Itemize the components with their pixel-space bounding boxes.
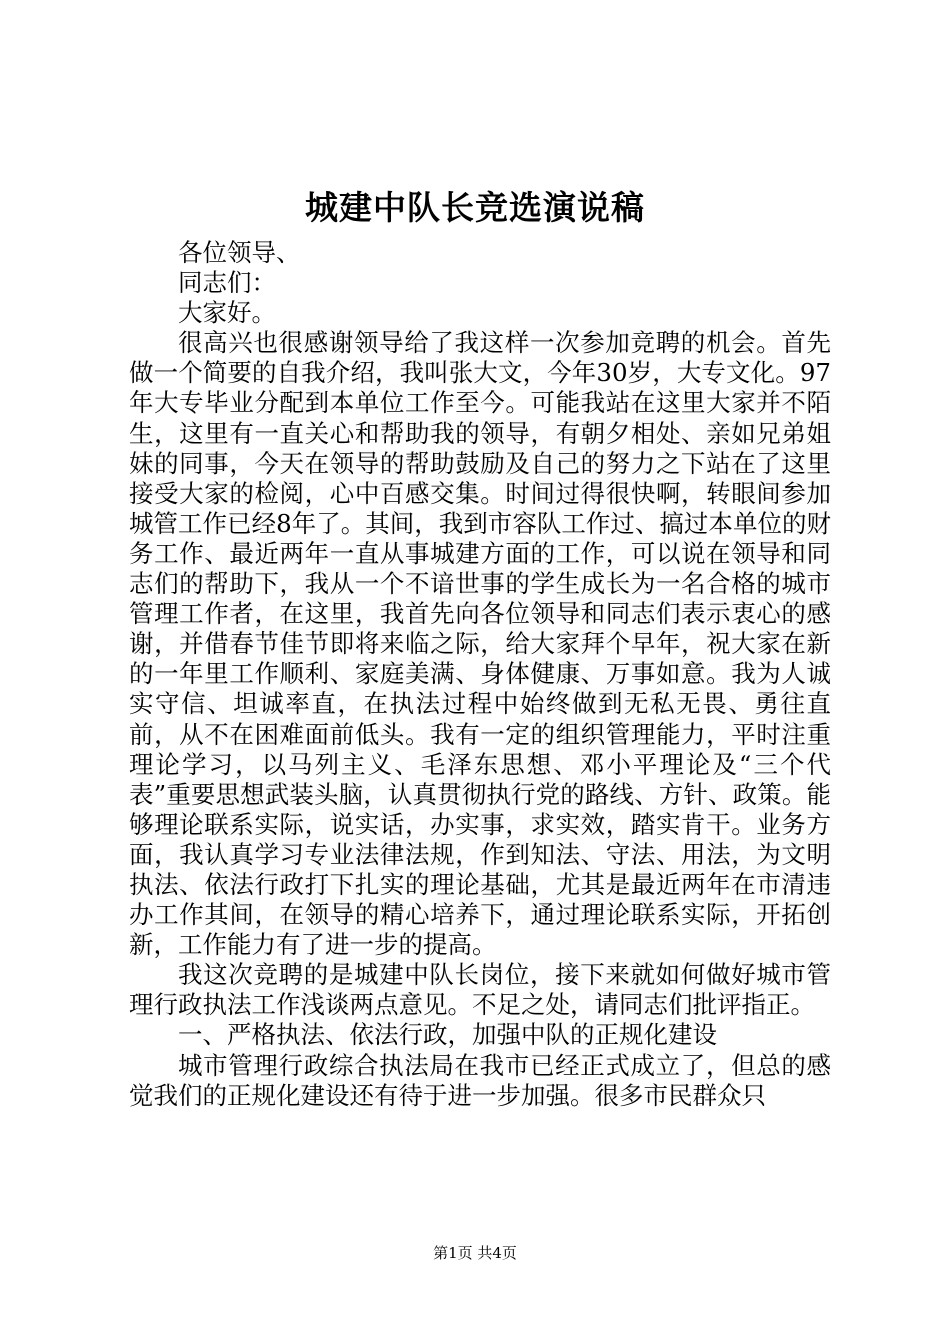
document-title: 城建中队长竞选演说稿	[305, 188, 645, 227]
section-heading-1: 一、严格执法、依法行政，加强中队的正规化建设	[178, 1020, 717, 1050]
page-footer: 第1页 共4页	[433, 1244, 517, 1262]
greeting: 大家好。	[178, 298, 276, 328]
salutation-comrades: 同志们：	[178, 268, 276, 298]
paragraph-section-1: 城市管理行政综合执法局在我市已经正式成立了，但总的感觉我们的正规化建设还有待于进一步加强。很多市民群众只	[129, 1050, 831, 1110]
paragraph-position: 我这次竞聘的是城建中队长岗位，接下来就如何做好城市管理行政执法工作浅谈两点意见。不足之处，请同志们批评指正。	[129, 960, 831, 1020]
document-body	[129, 238, 831, 1111]
salutation-leaders: 各位领导、	[178, 238, 301, 267]
paragraph-self-introduction: 很高兴也很感谢领导给了我这样一次参加竞聘的机会。首先做一个简要的自我介绍，我叫张大文，今年30岁，大专文化。97年大专毕业分配到本单位工作至今。可能我站在这里大家并不陌生，这里有一直关心和帮助我的领导，有朝夕相处、亲如兄弟姐妹的同事，今天在领导的帮助鼓励及自己的努力之下站在了这里接受大家的检阅，心中百感交集。时间过得很快啊，转眼间参加城管工作已经8年了。其间，我到市容队工作过、搞过本单位的财务工作、最近两年一直从事城建方面的工作，可以说在领导和同志们的帮助下，我从一个不谙世事的学生成长为一名合格的城市管理工作者，在这里，我首先向各位领导和同志们表示衷心的感谢，并借春节佳节即将来临之际，给大家拜个早年，祝大家在新的一年里工作顺利、家庭美满、身体健康、万事如意。我为人诚实守信、坦诚率直，在执法过程中始终做到无私无畏、勇往直前，从不在困难面前低头。我有一定的组织管理能力，平时注重理论学习，以马列主义、毛泽东思想、邓小平理论及“三个代表”重要思想武装头脑，认真贯彻执行党的路线、方针、政策。能够理论联系实际，说实话，办实事，求实效，踏实肯干。业务方面，我认真学习专业法律法规，作到知法、守法、用法，为文明执法、依法行政打下扎实的理论基础，尤其是最近两年在市清违办工作其间，在领导的精心培养下，通过理论联系实际，开拓创新，工作能力有了进一步的提高。	[129, 328, 831, 960]
